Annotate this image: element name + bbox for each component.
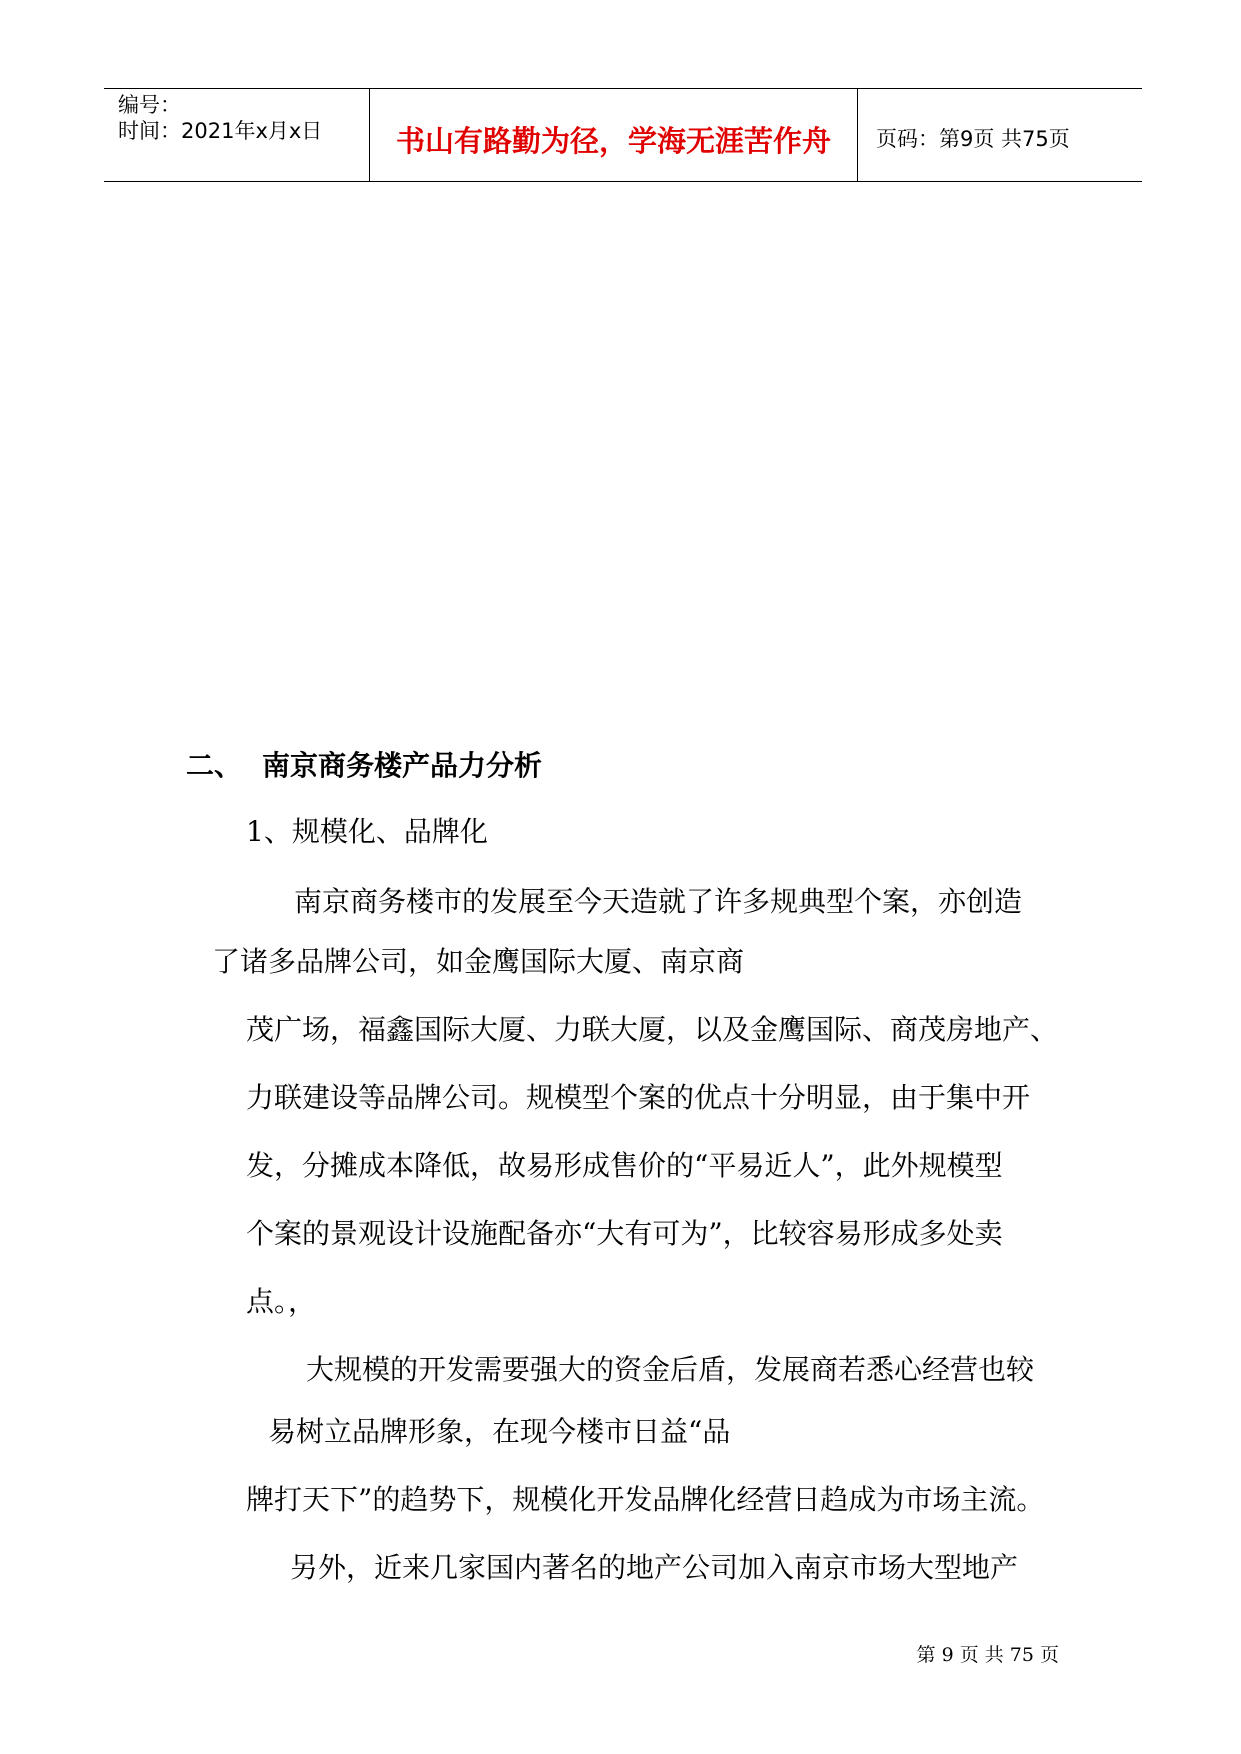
body-line: 点。，: [246, 1285, 317, 1318]
header-motto-cell: [370, 89, 858, 181]
body-line: 另外，近来几家国内著名的地产公司加入南京市场大型地产: [290, 1551, 1019, 1584]
body-line: 牌打天下”的趋势下，规模化开发品牌化经营日趋成为市场主流。: [246, 1483, 1045, 1516]
header-motto: 书山有路勤为径，学海无涯苦作舟: [395, 124, 831, 158]
time-label: 时间：2021年x月x日: [118, 119, 323, 143]
header-meta-cell: [104, 89, 370, 181]
section-number: 二、: [186, 749, 243, 782]
body-line: 个案的景观设计设施配备亦“大有可为”，比较容易形成多处卖: [246, 1217, 1003, 1250]
subsection-title: 1、规模化、品牌化: [246, 815, 488, 848]
body-line: 大规模的开发需要强大的资金后盾，发展商若悉心经营也较: [306, 1353, 1035, 1386]
body-line: 力联建设等品牌公司。规模型个案的优点十分明显，由于集中开: [246, 1081, 1031, 1114]
body-line: 易树立品牌形象，在现今楼市日益“品: [268, 1415, 731, 1448]
serial-label: 编号：: [118, 93, 181, 117]
header-page-info: 页码：第9页 共75页: [876, 127, 1070, 151]
body-line: 了诸多品牌公司，如金鹰国际大厦、南京商: [212, 945, 745, 978]
body-line: 茂广场，福鑫国际大厦、力联大厦，以及金鹰国际、商茂房地产、: [246, 1013, 1059, 1046]
header-page-cell: [858, 89, 1142, 181]
body-line: 南京商务楼市的发展至今天造就了许多规典型个案，亦创造: [294, 885, 1023, 918]
page-header: [104, 88, 1142, 182]
section-title: 南京商务楼产品力分析: [262, 749, 543, 782]
page-footer: 第 9 页 共 75 页: [916, 1644, 1059, 1666]
body-line: 发，分摊成本降低，故易形成售价的“平易近人”，此外规模型: [246, 1149, 1003, 1182]
